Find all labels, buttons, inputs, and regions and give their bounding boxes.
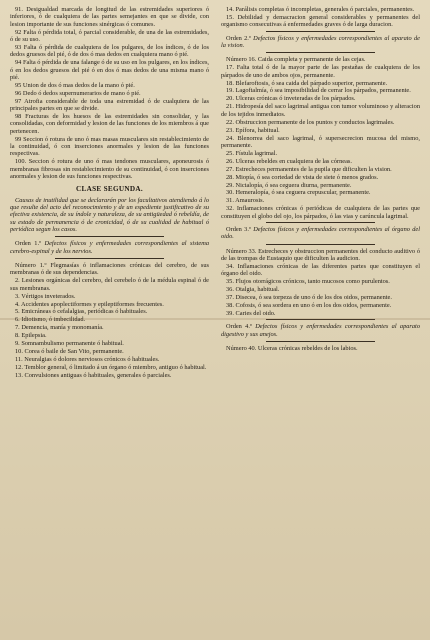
- order-label: Orden 3.º: [226, 226, 251, 234]
- list-item: 19. Lagoftalmía, ó sea imposibilidad de cerrar los párpados, permanente.: [226, 87, 411, 95]
- list-item: 38. Cofosis, ó sea sordera en uno ó en los dos oidos, permanente.: [226, 302, 392, 310]
- right-items-b: [221, 56, 420, 220]
- list-item: 26. Ulceras rebeldes en cualquiera de las córneas.: [226, 157, 352, 165]
- list-item: 18. Blefaroftosis, ó sea caida del párpado superior, permanente.: [226, 79, 388, 87]
- list-item: 98 Fracturas de los huesos de las estremidades sin consolidar, y las consolidadas, con deformidad y lesion de las funciones de los miembros á que pertenecen.: [10, 112, 209, 135]
- divider: [266, 341, 375, 342]
- list-item: 9. Somnambulismo permanente ó habitual.: [15, 340, 124, 348]
- right-items-a: [221, 6, 420, 29]
- list-item: 14. Parálisis completas ó incompletas, generales ó parciales, permanentes.: [226, 6, 415, 13]
- section-title: CLASE SEGUNDA.: [76, 185, 143, 194]
- list-item: 24. Blenorrea del saco lagrimal, ó supersecrecion mucosa del mismo, permanente.: [221, 134, 420, 149]
- list-item: 91. Desigualdad marcada de longitud de las estremidades superiores ó inferiores, ó de cualquiera de las partes semejantes en que se divide, con lesion importante de sus funciones sinérgicas ó comunes.: [10, 6, 209, 28]
- list-item: 5. Emicráneas ó cefalalgias, periódicas ó habituales.: [15, 308, 148, 316]
- list-item: 28. Miopía, ó sea cortedad de vista de siete ó menos grados.: [226, 173, 379, 181]
- list-item: 3. Vértigos inveterados.: [15, 292, 76, 300]
- list-item: 36. Otalgia, habitual.: [226, 286, 280, 294]
- list-item: 2. Lesiones orgánicas del cerebro, del cerebelo ó de la médula espinal ó de sus membranas.: [10, 277, 209, 292]
- order-text: Defectos físicos y enfermedades correspondientes al sistema cerebro-espinal y de los nervios.: [10, 240, 209, 255]
- list-item: 15. Debilidad y demacracion general considerables y permanentes del organismo consecutivas á enfermedades graves ó de larga duracion.: [221, 13, 420, 29]
- list-item: 27. Estrecheces permanentes de la pupila que dificulten la vision.: [226, 165, 392, 173]
- right-items-c: [221, 248, 420, 318]
- list-item: 94 Falta ó pérdida de una falange ó de su uso en los pulgares, en los índices, ó en los dedos gruesos del pié ó en dos ó mas dedos de una misma mano ó pié.: [10, 59, 209, 81]
- order-label: Orden 4.º: [226, 323, 252, 331]
- list-item: 32. Inflamaciones crónicas ó periódicas de cualquiera de las partes que constituyen el globo del ojo, los párpados, ó las vias y carúncula lagrimal.: [221, 205, 420, 220]
- list-item: 31. Amaurosis.: [226, 197, 265, 205]
- list-item: Número 1.º Flegmasías ó inflamaciones crónicas del cerebro, de sus membranas ó de sus dependencias.: [10, 262, 209, 277]
- divider: [55, 258, 164, 259]
- divider: [266, 222, 375, 223]
- page-fold: [0, 318, 430, 320]
- list-item: 20. Ulceras crónicas ó inveteradas de los párpados.: [226, 95, 356, 103]
- list-item: 12. Temblor general, ó limitado á un órgano ó miembro, antiguo ó habitual.: [15, 364, 207, 371]
- order-text: Defectos físicos y enfermedades correspondientes al aparato de la vision.: [221, 34, 420, 49]
- list-item: 30. Hemeralopía, ó sea ceguera crepuscular, permanente.: [226, 189, 371, 197]
- list-item: 6. Idiotismo, ó imbecilidad.: [15, 316, 86, 324]
- order-text: Defectos físicos y enfermedades correspondientes al órgano del oido.: [221, 226, 420, 241]
- order-heading-2: [221, 35, 420, 50]
- order-text: Defectos físicos y enfermedades correspondientes al aparato digestivo y sus anejos.: [221, 323, 420, 338]
- list-item: 4. Accidentes apoplectiformes y epileptiformes frecuentes.: [15, 300, 164, 308]
- list-item: 35. Flujos otorrágicos crónicos, tanto mucosos como purulentos.: [226, 278, 390, 286]
- list-item: 10. Corea ó baile de San Vito, permanente.: [15, 348, 124, 356]
- list-item: Número 40. Ulceras crónicas rebeldes de los labios.: [226, 345, 358, 353]
- order-label: Orden 2.º: [226, 34, 251, 42]
- list-item: 7. Demencia, manía y monomanía.: [15, 324, 104, 332]
- right-column: [221, 6, 420, 634]
- list-item: 39. Caries del oido.: [226, 310, 276, 318]
- list-item: 99 Seccion ó rotura de uno ó mas masas musculares sin restablecimiento de la continuidad, ó con inserciones anormales y lesion de las funciones respectivas.: [10, 135, 209, 158]
- list-item: 97 Atrofia considerable de toda una estremidad ó de cualquiera de las principales partes en que se divide.: [10, 97, 209, 113]
- divider: [266, 31, 375, 32]
- order-label: Orden 1.º: [15, 240, 42, 248]
- order-heading-4: [221, 323, 420, 338]
- order-heading-3: [221, 226, 420, 241]
- right-items-d: [221, 345, 420, 352]
- divider: [266, 52, 375, 53]
- divider: [55, 236, 164, 237]
- list-item: Número 16. Caida completa y permanente de las cejas.: [226, 56, 366, 64]
- list-item: 96 Dedo ó dedos supernumerarios de mano ó pié.: [15, 89, 141, 97]
- list-item: 8. Epilepsia.: [15, 332, 47, 340]
- list-item: 23. Epífora, habitual.: [226, 126, 280, 134]
- list-item: 34. Inflamaciones crónicas de las diferentes partes que constituyen el órgano del oido.: [221, 263, 420, 278]
- list-item: 100. Seccion ó rotura de uno ó mas tendones musculares, aponeurosis ó membranas fibrosas sin restablecimiento de su continuidad, ó con inserciones anormales y lesion de sus funciones respectivas.: [10, 158, 209, 180]
- list-item: 11. Neuralgias ó dolores nerviosos crónicos ó habituales.: [15, 356, 160, 364]
- list-item: Número 33. Estrecheces y obstruccion permanentes del conducto auditivo ó de las trompas de Eustaquio que dificulten la audicion.: [221, 247, 420, 263]
- list-item: 22. Obstruccion permanente de los puntos y conductos lagrimales.: [226, 118, 395, 126]
- order-heading-1: [10, 240, 209, 255]
- list-item: 17. Falta total ó de la mayor parte de las pestañas de cualquiera de los párpados de uno de ambos ojos, permanente.: [221, 64, 420, 79]
- list-item: 21. Hidropesía del saco lagrimal antigua con tumor voluminoso y alteracion de los tejidos inmediatos.: [221, 103, 420, 118]
- left-items-b: [10, 262, 209, 379]
- list-item: 92 Falta ó pérdida total, ó parcial considerable, de una de las estremidades, ó de su uso.: [10, 28, 209, 43]
- left-items-a: [10, 6, 209, 180]
- section-intro: Causas de inutilidad que se declararán por los facultativos atendiendo á lo que resulte del acto del reconocimiento y de un espediente justificativo de su efectiva existencia, de su índole y naturaleza, de su antigüedad ó rebeldía, de su estado de permanencia ó de cronicidad, ó de su cualidad de habitual ó periódica segun los casos.: [10, 196, 209, 233]
- two-column-layout: [10, 6, 420, 634]
- left-column: [10, 6, 209, 634]
- list-item: 25. Fístula lagrimal.: [226, 149, 278, 157]
- list-item: 93 Falta ó pérdida de cualquiera de los pulgares, de los índices, ó de los dedos gruesos del pié, ó de dos ó mas dedos en cualquiera mano ó pié.: [10, 43, 209, 59]
- list-item: 95 Union de dos ó mas dedos de la mano ó pié.: [15, 81, 135, 89]
- list-item: 13. Convulsiones antiguas ó habituales, generales ó parciales.: [15, 371, 172, 379]
- divider: [266, 244, 375, 245]
- list-item: 37. Disecea, ó sea torpeza de uno ó de los dos oidos, permanente.: [226, 294, 392, 302]
- list-item: 29. Nictalopía, ó sea ceguera diurna, permanente.: [226, 181, 352, 189]
